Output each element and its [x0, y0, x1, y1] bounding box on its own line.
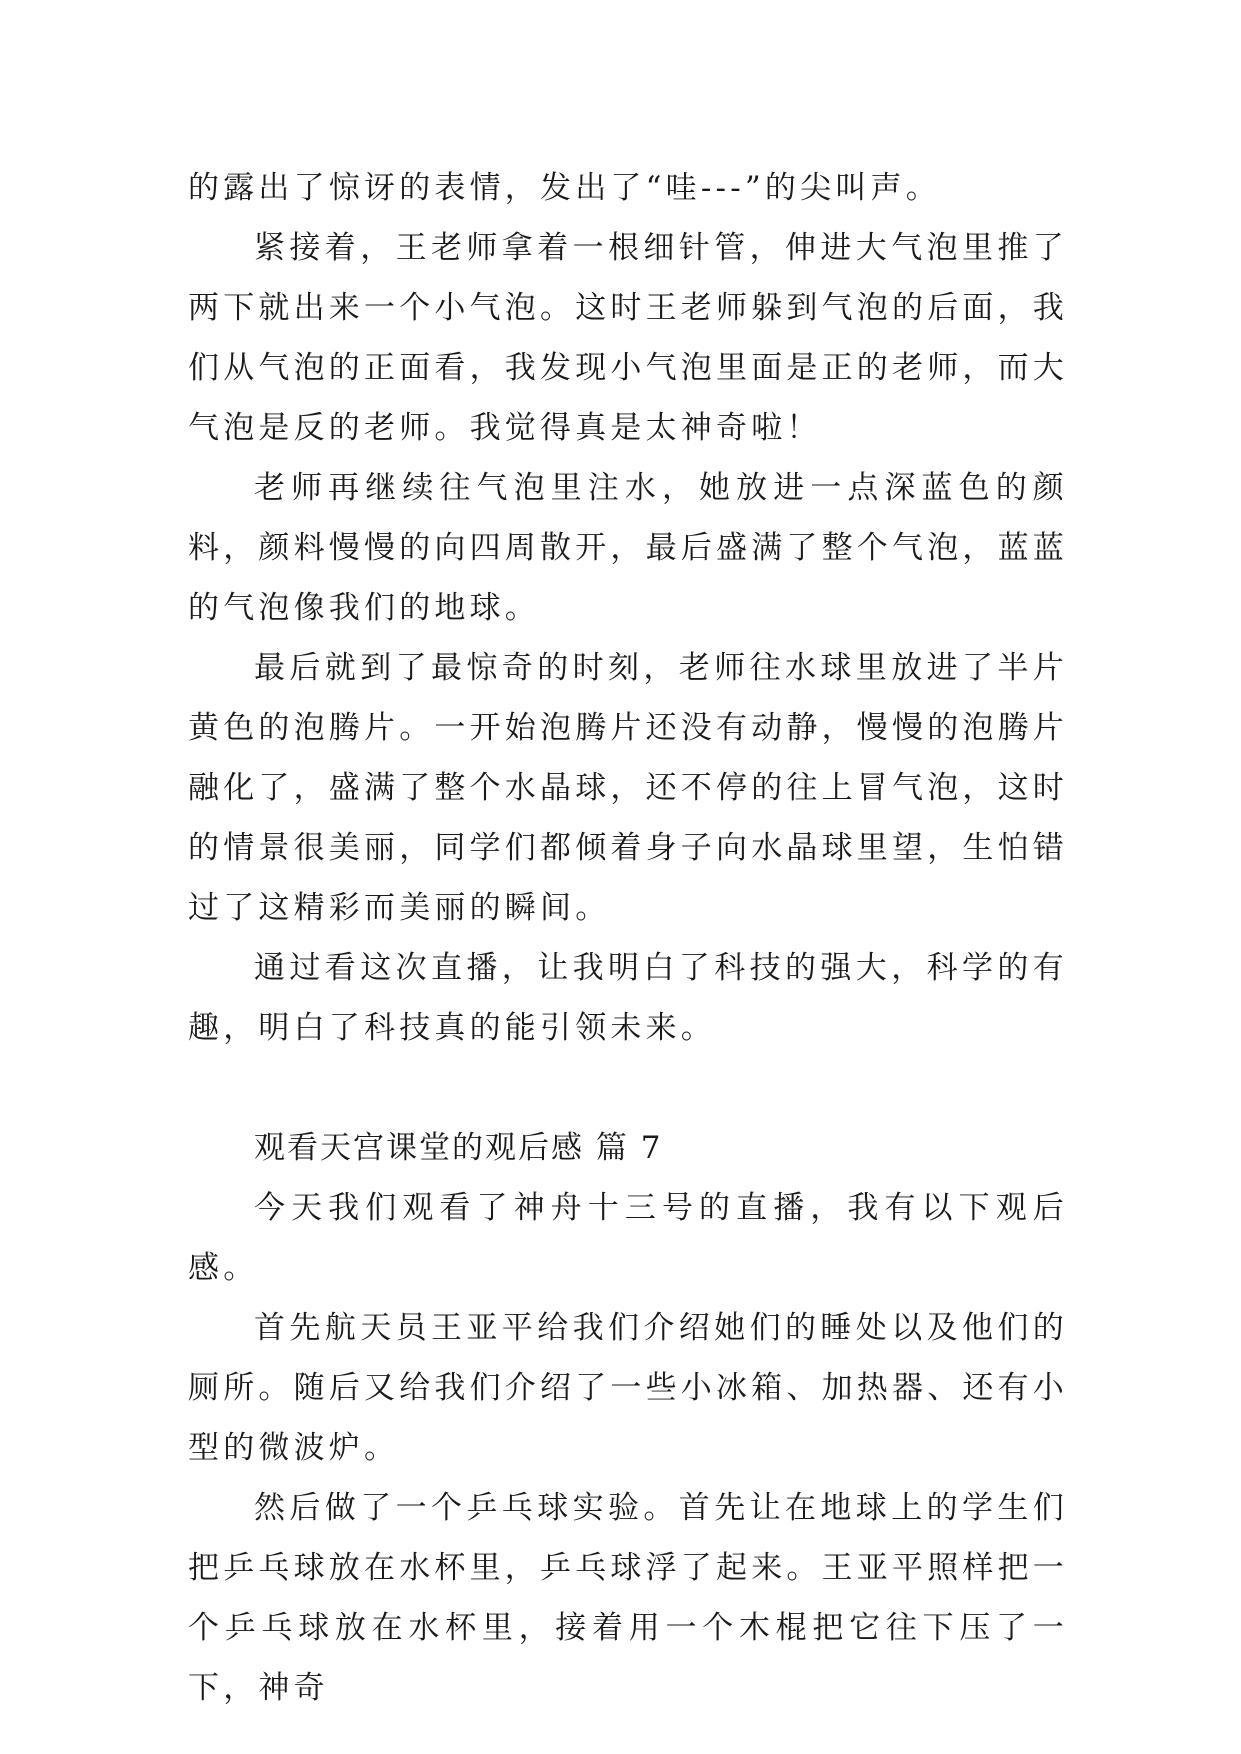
section-title: 观看天宫课堂的观后感 篇 7: [254, 1130, 663, 1166]
document-body: [188, 158, 1068, 1718]
section-gap: [188, 1058, 1068, 1118]
paragraph: 然后做了一个乒乓球实验。首先让在地球上的学生们把乒乓球放在水杯里，乒乓球浮了起来。王亚平照样把一个乒乓球放在水杯里，接着用一个木棍把它往下压了一下，神奇: [188, 1490, 1068, 1706]
paragraph: 今天我们观看了神舟十三号的直播，我有以下观后感。: [188, 1190, 1068, 1286]
paragraph-continued: 的露出了惊讶的表情，发出了“哇---”的尖叫声。: [188, 170, 941, 206]
paragraph: 最后就到了最惊奇的时刻，老师往水球里放进了半片黄色的泡腾片。一开始泡腾片还没有动静，慢慢的泡腾片融化了，盛满了整个水晶球，还不停的往上冒气泡，这时的情景很美丽，同学们都倾着身子向水晶球里望，生怕错过了这精彩而美丽的瞬间。: [188, 650, 1068, 926]
paragraph: 通过看这次直播，让我明白了科技的强大，科学的有趣，明白了科技真的能引领未来。: [188, 950, 1068, 1046]
paragraph: 首先航天员王亚平给我们介绍她们的睡处以及他们的厕所。随后又给我们介绍了一些小冰箱、加热器、还有小型的微波炉。: [188, 1310, 1068, 1466]
paragraph: 紧接着，王老师拿着一根细针管，伸进大气泡里推了两下就出来一个小气泡。这时王老师躲到气泡的后面，我们从气泡的正面看，我发现小气泡里面是正的老师，而大气泡是反的老师。我觉得真是太神奇啦！: [188, 230, 1068, 446]
paragraph: 老师再继续往气泡里注水，她放进一点深蓝色的颜料，颜料慢慢的向四周散开，最后盛满了整个气泡，蓝蓝的气泡像我们的地球。: [188, 470, 1068, 626]
